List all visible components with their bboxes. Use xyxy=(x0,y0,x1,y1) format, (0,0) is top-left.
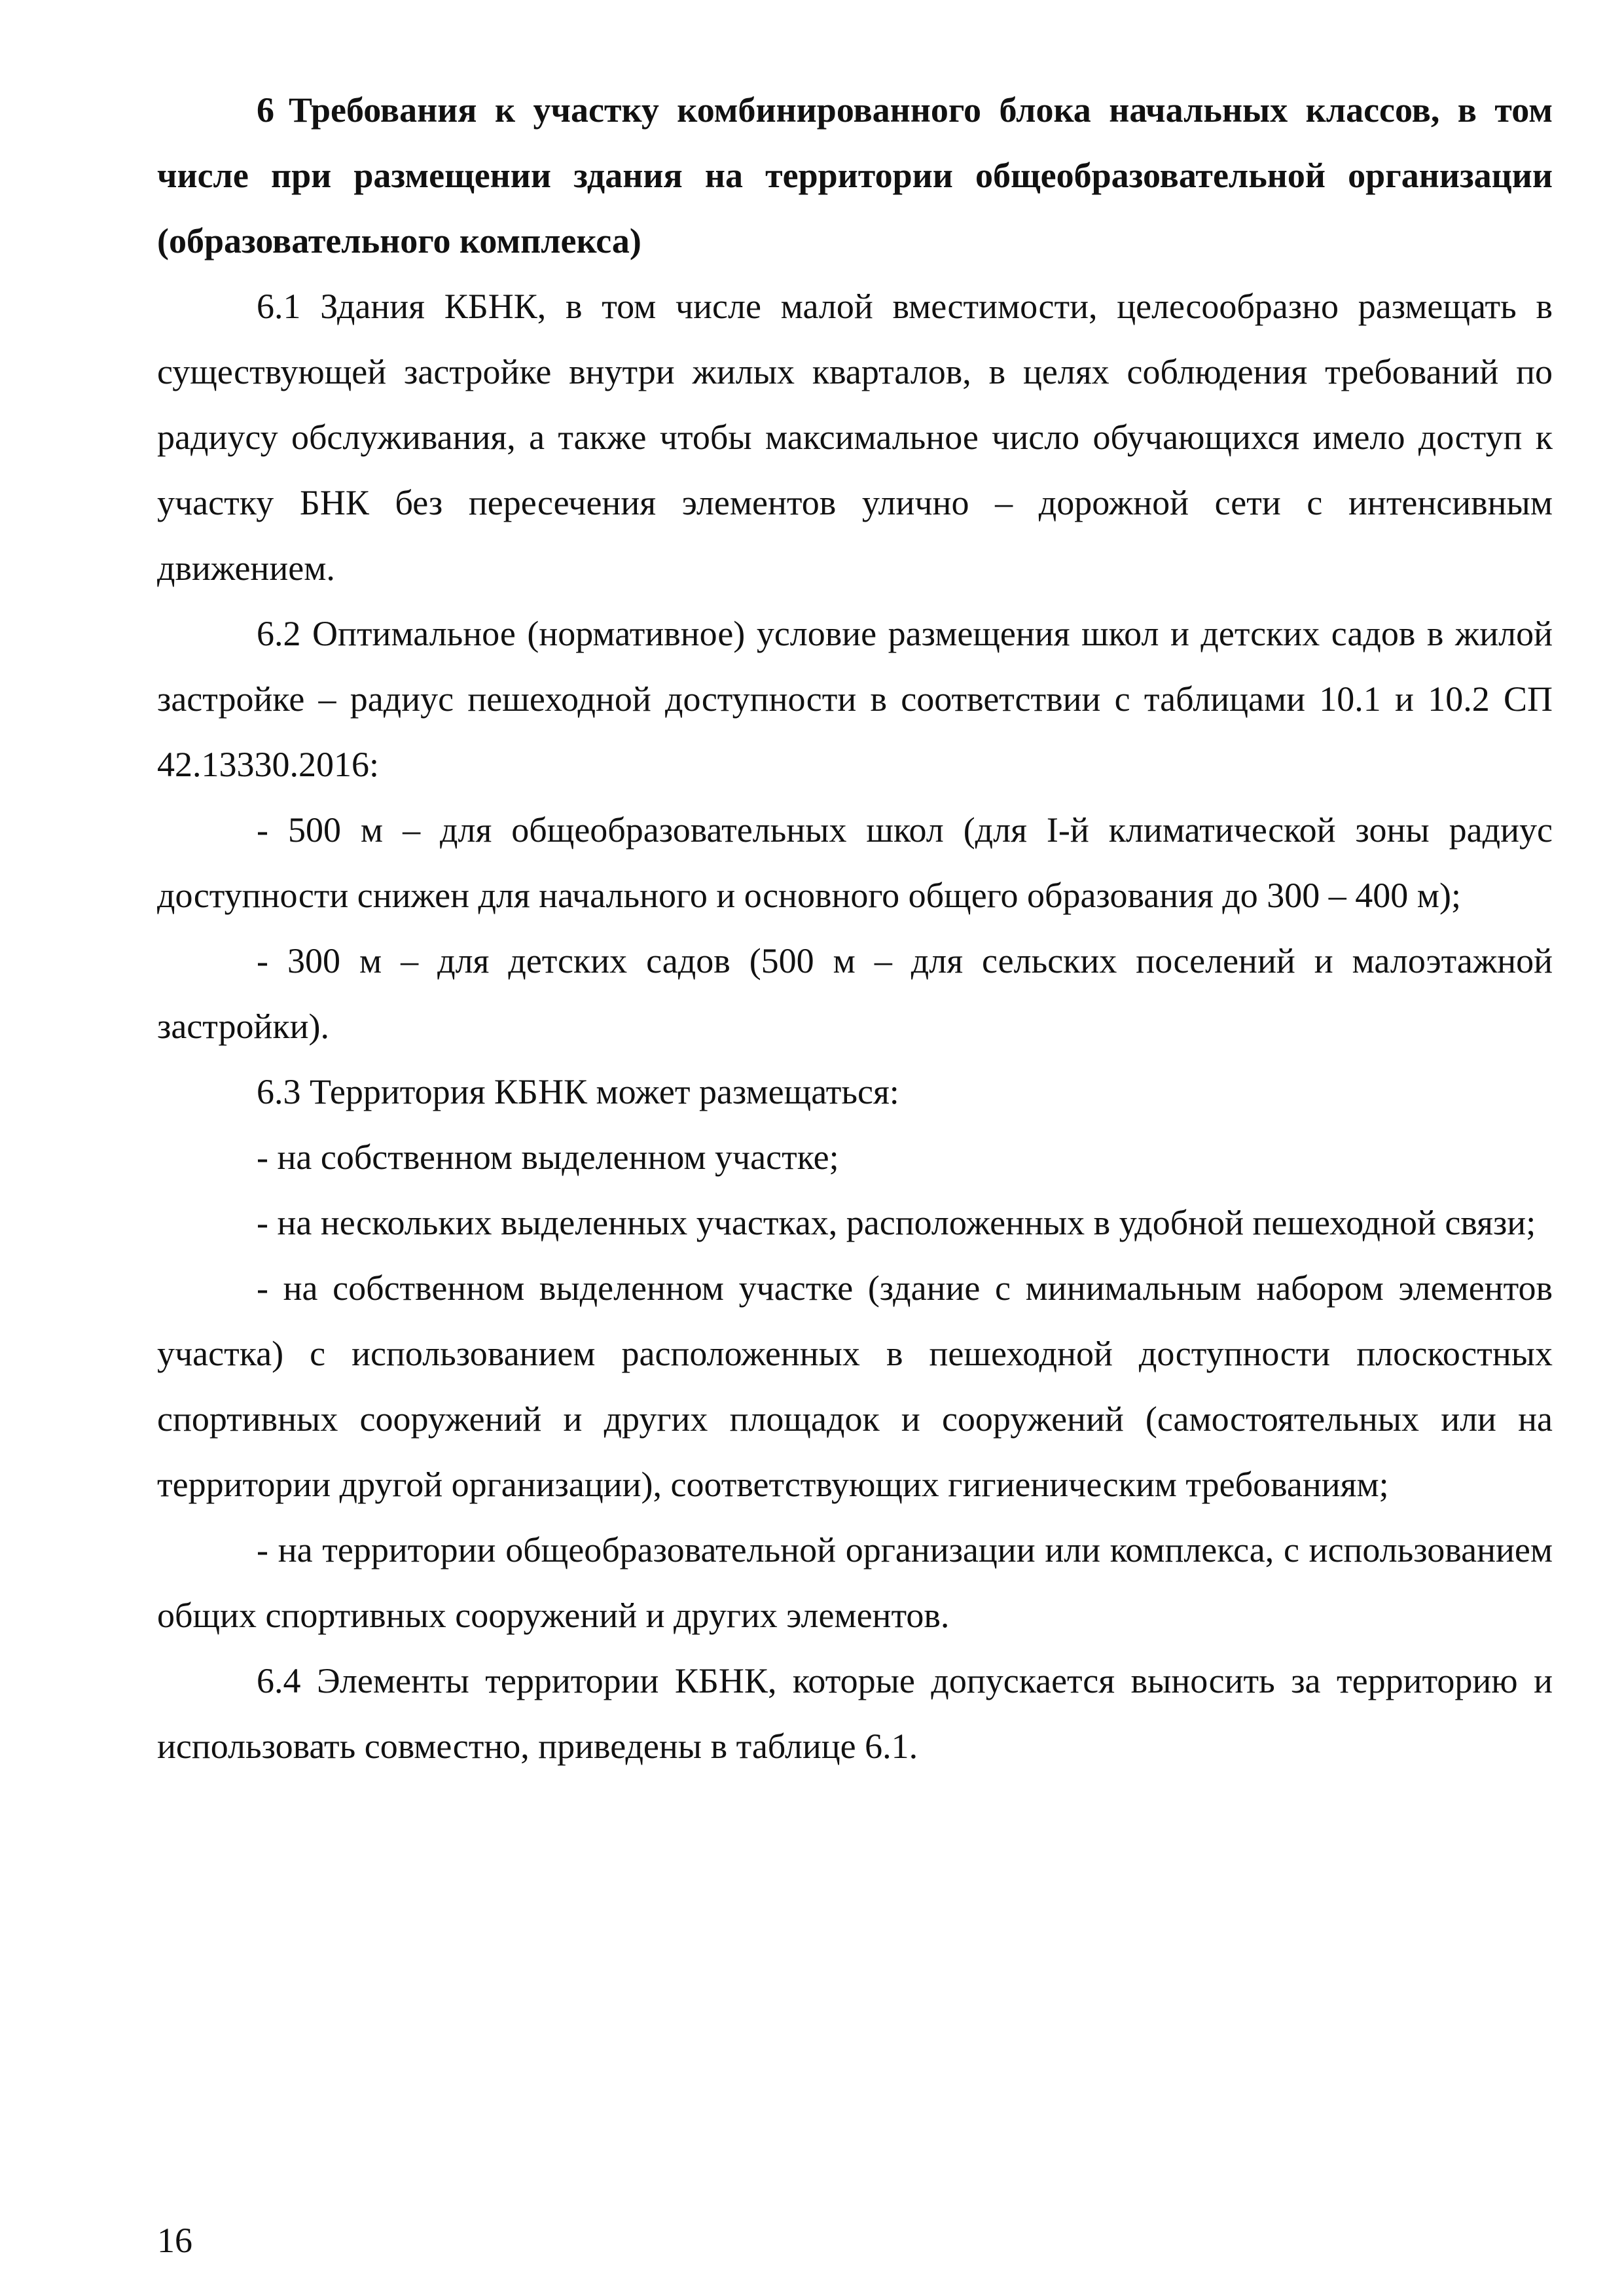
section-heading xyxy=(157,77,1553,274)
paragraph-6-4: 6.4 Элементы территории КБНК, которые допускается выносить за территорию и использовать совместно, приведены в таблице 6.1. xyxy=(157,1661,1553,1766)
page-number: 16 xyxy=(157,2221,192,2260)
paragraph-6-3: 6.3 Территория КБНК может размещаться: xyxy=(257,1072,899,1111)
page-content xyxy=(157,77,1553,1779)
list-item-school-territory: - на территории общеобразовательной организации или комплекса, с использованием общих спортивных сооружений и других элементов. xyxy=(157,1530,1553,1635)
list-item-several-plots: - на нескольких выделенных участках, расположенных в удобной пешеходной связи; xyxy=(257,1203,1536,1242)
paragraph-6-1: 6.1 Здания КБНК, в том числе малой вместимости, целесообразно размещать в существующей застройке внутри жилых кварталов, в целях соблюдения требований по радиусу обслуживания, а также чтобы максимальное число обучающихся имело доступ к участку БНК без пересечения элементов улично – дорожной сети с интенсивным движением. xyxy=(157,287,1553,588)
list-item-schools: - 500 м – для общеобразовательных школ (для I-й климатической зоны радиус доступности снижен для начального и основного общего образования до 300 – 400 м); xyxy=(157,810,1553,915)
section-title: Требования к участку комбинированного блока начальных классов, в том числе при размещении здания на территории общеобразовательной организации (образовательного комплекса) xyxy=(157,90,1553,260)
section-number: 6 xyxy=(257,90,274,130)
list-item-own-plot: - на собственном выделенном участке; xyxy=(257,1138,839,1177)
list-item-own-plot-minimal: - на собственном выделенном участке (здание с минимальным набором элементов участка) с использованием расположенных в пешеходной доступности плоскостных спортивных сооружений и других площадок и сооружений (самостоятельных или на территории другой организации), соответствующих гигиеническим требованиям; xyxy=(157,1268,1553,1504)
list-item-kindergartens: - 300 м – для детских садов (500 м – для сельских поселений и малоэтажной застройки). xyxy=(157,941,1553,1046)
paragraph-6-2: 6.2 Оптимальное (нормативное) условие размещения школ и детских садов в жилой застройке – радиус пешеходной доступности в соответствии с таблицами 10.1 и 10.2 СП 42.13330.2016: xyxy=(157,614,1553,784)
